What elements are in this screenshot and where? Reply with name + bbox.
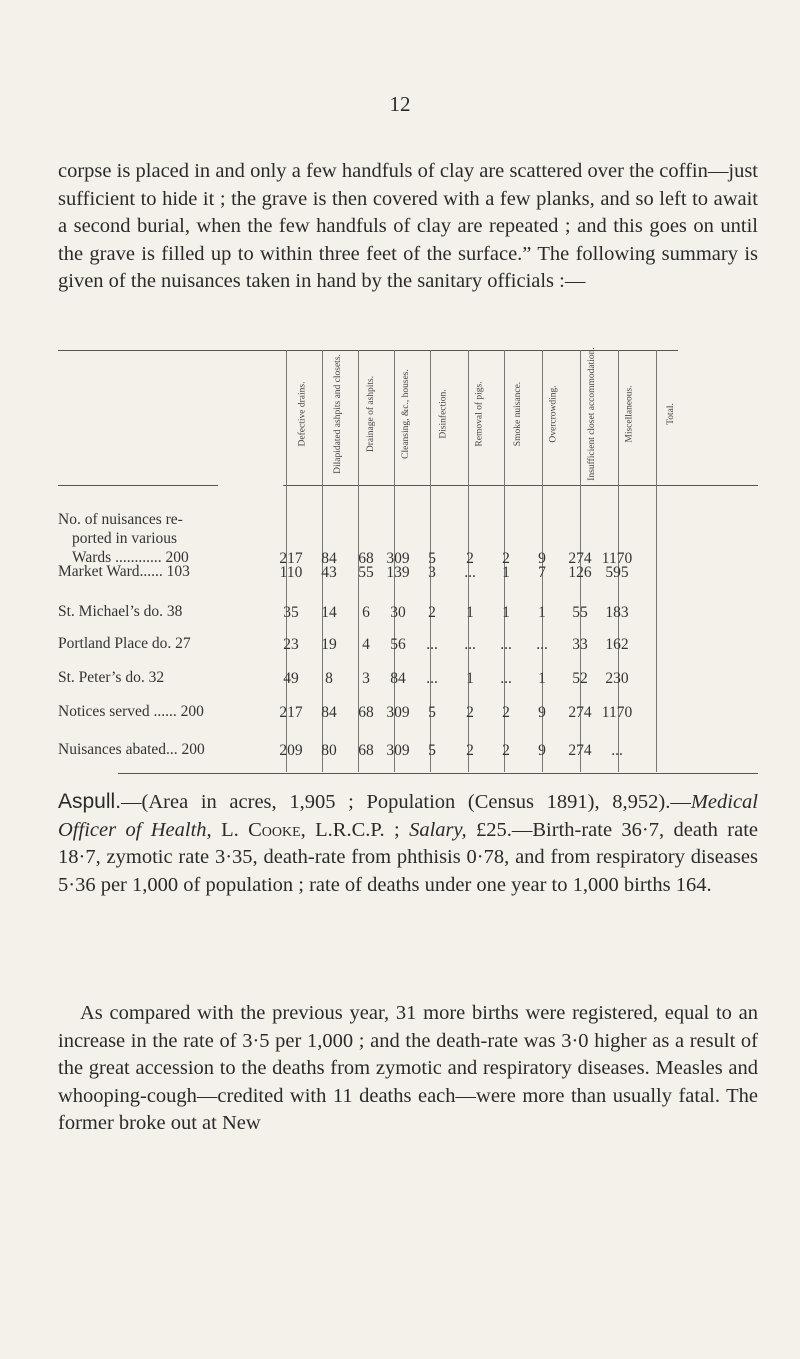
page-number: 12 [389, 92, 411, 116]
table-cell: ... [426, 670, 438, 687]
column-divider [656, 350, 657, 772]
aspull-heading: Aspull. [58, 790, 122, 813]
table-cell: 274 [568, 550, 592, 567]
column-header-text: Smoke nuisance. [513, 381, 524, 447]
table-cell: 3 [428, 564, 436, 581]
table-cell: 274 [568, 704, 592, 721]
table-cell: 2 [466, 704, 474, 721]
row-label-line: No. of nuisances re- [58, 511, 183, 528]
table-cell: 110 [279, 564, 303, 581]
column-header [325, 354, 351, 474]
row-label [58, 510, 273, 567]
table-cell: 52 [572, 670, 588, 687]
table-cell: 56 [390, 636, 406, 653]
table-cell: 1 [538, 604, 546, 621]
row-label [58, 634, 273, 653]
table-cell: 84 [321, 704, 337, 721]
table-cell: 1 [502, 604, 510, 621]
table-cell: ... [464, 564, 476, 581]
column-header [617, 354, 643, 474]
table-cell: 6 [362, 604, 370, 621]
table-cell: 217 [279, 704, 303, 721]
table-cell: ... [500, 670, 512, 687]
table-cell: 309 [386, 704, 410, 721]
table-cell: ... [611, 742, 623, 759]
table-cell: 1170 [601, 704, 633, 721]
table-cell: 33 [572, 636, 588, 653]
column-header [431, 354, 457, 474]
column-header [358, 354, 384, 474]
table-cell: 217 [279, 550, 303, 567]
table-cell: 68 [358, 550, 374, 567]
column-header-text: Total. [665, 403, 676, 425]
table-cell: 309 [386, 550, 410, 567]
column-header [467, 354, 493, 474]
aspull-officer-quals: L.R.C.P. ; [315, 818, 400, 841]
table-cell: 84 [390, 670, 406, 687]
column-header-text: Drainage of ashpits. [366, 375, 376, 453]
table-cell: 8 [325, 670, 333, 687]
table-cell: ... [426, 636, 438, 653]
row-label-line: Portland Place do. 27 [58, 635, 191, 652]
table-cell: 4 [362, 636, 370, 653]
table-cell: 595 [605, 564, 629, 581]
table-cell: 209 [279, 742, 303, 759]
table-cell: 2 [466, 550, 474, 567]
row-label [58, 668, 273, 687]
table-cell: 139 [386, 564, 410, 581]
intro-paragraph: corpse is placed in and only a few handfuls of clay are scattered over the coffin—just sufficient to hide it ; the grave is then covered with a few planks, and so left to await a second burial, when the few handfuls of clay are repeated ; and this goes on until the grave is filled up to within three feet of the surface.” The following summary is given of the nuisances taken in hand by the sanitary officials :— [58, 160, 758, 292]
table-cell: 5 [428, 742, 436, 759]
table-cell: 1 [466, 604, 474, 621]
column-header-text: Dilapidated ashpits and closets. [333, 354, 343, 474]
table-cell: 2 [466, 742, 474, 759]
table-cell: 126 [568, 564, 592, 581]
table-cell: 9 [538, 704, 546, 721]
column-header [289, 354, 315, 474]
row-label-line: Wards ............ 200 [72, 549, 189, 566]
column-header [505, 354, 531, 474]
table-cell: 230 [605, 670, 629, 687]
column-header-text: Cleansing, &c., houses. [401, 369, 411, 459]
table-cell: 35 [283, 604, 299, 621]
table-cell: 162 [605, 636, 629, 653]
table-cell: 1170 [601, 550, 633, 567]
table-cell: 14 [321, 604, 337, 621]
table-cell: 1 [502, 564, 510, 581]
row-label [58, 602, 273, 621]
table-cell: 7 [538, 564, 546, 581]
row-label [58, 740, 273, 759]
row-label-line: St. Michael’s do. 38 [58, 603, 183, 620]
table-cell: 9 [538, 550, 546, 567]
table-cell: 2 [502, 704, 510, 721]
nuisances-table [58, 347, 758, 774]
aspull-officer-name: L. Cooke, [221, 818, 306, 841]
table-cell: ... [536, 636, 548, 653]
aspull-paragraph [58, 788, 758, 899]
column-header [393, 354, 419, 474]
aspull-area: —(Area in acres, 1,905 ; Population (Census 1891), 8,952).— [121, 791, 691, 813]
row-label [58, 562, 273, 581]
table-cell: 23 [283, 636, 299, 653]
column-header-text: Miscellaneous. [625, 385, 636, 443]
aspull-officer-label: Medical Officer of Health, [58, 791, 758, 841]
row-label [58, 702, 273, 721]
table-cell: 55 [572, 604, 588, 621]
table-cell: 309 [386, 742, 410, 759]
closing-paragraph: As compared with the previous year, 31 more births were registered, equal to an increase in the rate of 3·5 per 1,000 ; and the death-rate was 3·0 higher as a result of the great accession to the deaths from zymotic and respiratory diseases. Measles and whooping-cough—credited with 11 deaths each—were more than usually fatal. The former broke out at New [58, 1002, 758, 1134]
table-cell: 55 [358, 564, 374, 581]
table-top-rule [58, 350, 678, 351]
row-label-line: Notices served ...... 200 [58, 703, 204, 720]
table-cell: 49 [283, 670, 299, 687]
column-header [579, 347, 605, 481]
aspull-salary-label: Salary, [409, 818, 467, 841]
row-label-line: ported in various [72, 530, 178, 547]
row-label-line: St. Peter’s do. 32 [58, 669, 165, 686]
header-bottom-rule [58, 485, 218, 486]
table-cell: 1 [538, 670, 546, 687]
table-cell: 2 [502, 550, 510, 567]
column-header [541, 354, 567, 474]
header-bottom-rule-right [283, 485, 758, 486]
table-cell: 68 [358, 742, 374, 759]
column-header-text: Insufficient closet accommodation. [587, 347, 598, 481]
table-cell: 3 [362, 670, 370, 687]
table-cell: 68 [358, 704, 374, 721]
table-cell: 43 [321, 564, 337, 581]
column-header-text: Disinfection. [439, 389, 449, 439]
table-cell: 274 [568, 742, 592, 759]
table-cell: 5 [428, 704, 436, 721]
table-cell: 9 [538, 742, 546, 759]
table-cell: 80 [321, 742, 337, 759]
table-cell: 183 [605, 604, 629, 621]
column-header [658, 354, 684, 474]
table-cell: 2 [428, 604, 436, 621]
table-cell: 30 [390, 604, 406, 621]
aspull-rates: £25.—Birth-rate 36·7, death rate 18·7, zymotic rate 3·35, death-rate from phthisis 0·78, and from respiratory diseases 5·36 per 1,000 of population ; rate of deaths under one year to 1,000 births 164. [58, 818, 758, 896]
table-cell: 1 [466, 670, 474, 687]
table-cell: 5 [428, 550, 436, 567]
column-header-text: Defective drains. [297, 381, 308, 447]
table-bottom-rule [118, 773, 758, 774]
row-label-line: Market Ward...... 103 [58, 563, 190, 580]
column-header-text: Removal of pigs. [475, 381, 485, 447]
table-cell: ... [464, 636, 476, 653]
table-cell: ... [500, 636, 512, 653]
table-cell: 84 [321, 550, 337, 567]
table-cell: 2 [502, 742, 510, 759]
column-header-text: Overcrowding. [549, 385, 559, 443]
row-label-line: Nuisances abated... 200 [58, 741, 205, 758]
table-cell: 19 [321, 636, 337, 653]
